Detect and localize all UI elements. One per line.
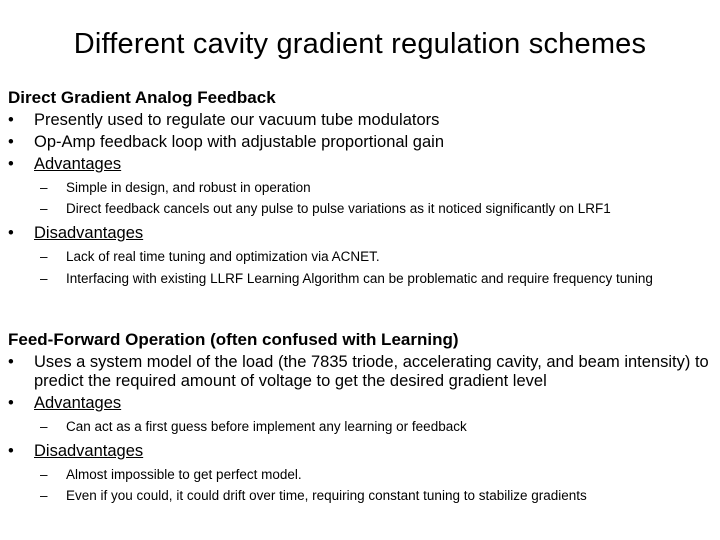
section-feed-forward xyxy=(8,329,713,503)
disadvantages-item xyxy=(8,224,713,243)
bullet-text: Op-Amp feedback loop with adjustable proportional gain xyxy=(34,133,445,151)
sub-bullet-text: Almost impossible to get perfect model. xyxy=(66,467,302,482)
bullet-icon: • xyxy=(8,133,14,151)
bullet-text: Presently used to regulate our vacuum tube modulators xyxy=(34,111,440,129)
bullet-item xyxy=(8,111,713,130)
bullet-icon: • xyxy=(8,155,14,173)
sub-bullet-item xyxy=(8,249,713,264)
dash-icon: – xyxy=(40,201,48,216)
advantages-item xyxy=(8,394,713,413)
bullet-icon: • xyxy=(8,394,14,412)
sub-bullet-text: Can act as a first guess before implement any learning or feedback xyxy=(66,419,467,434)
disadvantages-item xyxy=(8,442,713,461)
sub-bullet-item xyxy=(8,419,713,434)
advantages-label: Advantages xyxy=(34,155,122,173)
disadvantages-label: Disadvantages xyxy=(34,224,144,242)
bullet-text: Uses a system model of the load (the 7835 triode, accelerating cavity, and beam intensity) to predict the required amount of voltage to get the desired gradient level xyxy=(34,353,709,390)
slide-title: Different cavity gradient regulation schemes xyxy=(73,28,647,60)
sub-bullet-text: Even if you could, it could drift over time, requiring constant tuning to stabilize gradients xyxy=(66,488,587,503)
dash-icon: – xyxy=(40,419,48,434)
sub-bullet-item xyxy=(8,271,713,286)
dash-icon: – xyxy=(40,180,48,195)
bullet-icon: • xyxy=(8,442,14,460)
section-heading: Feed-Forward Operation (often confused with Learning) xyxy=(8,330,459,349)
sub-bullet-item xyxy=(8,488,713,503)
bullet-item xyxy=(8,353,713,391)
sub-bullet-item xyxy=(8,467,713,482)
section-heading: Direct Gradient Analog Feedback xyxy=(8,88,276,107)
sub-bullet-item xyxy=(8,201,713,216)
bullet-icon: • xyxy=(8,353,14,371)
disadvantages-label: Disadvantages xyxy=(34,442,144,460)
sub-bullet-text: Direct feedback cancels out any pulse to pulse variations as it noticed significantly on LRF1 xyxy=(66,201,611,216)
sub-bullet-item xyxy=(8,180,713,195)
dash-icon: – xyxy=(40,488,48,503)
dash-icon: – xyxy=(40,271,48,286)
advantages-label: Advantages xyxy=(34,394,122,412)
bullet-icon: • xyxy=(8,111,14,129)
bullet-icon: • xyxy=(8,224,14,242)
sub-bullet-text: Lack of real time tuning and optimization via ACNET. xyxy=(66,249,380,264)
section-direct-feedback xyxy=(8,87,713,286)
advantages-item xyxy=(8,155,713,174)
dash-icon: – xyxy=(40,467,48,482)
sub-bullet-text: Simple in design, and robust in operation xyxy=(66,180,311,195)
sub-bullet-text: Interfacing with existing LLRF Learning Algorithm can be problematic and require frequency tuning xyxy=(66,271,653,286)
bullet-item xyxy=(8,133,713,152)
dash-icon: – xyxy=(40,249,48,264)
